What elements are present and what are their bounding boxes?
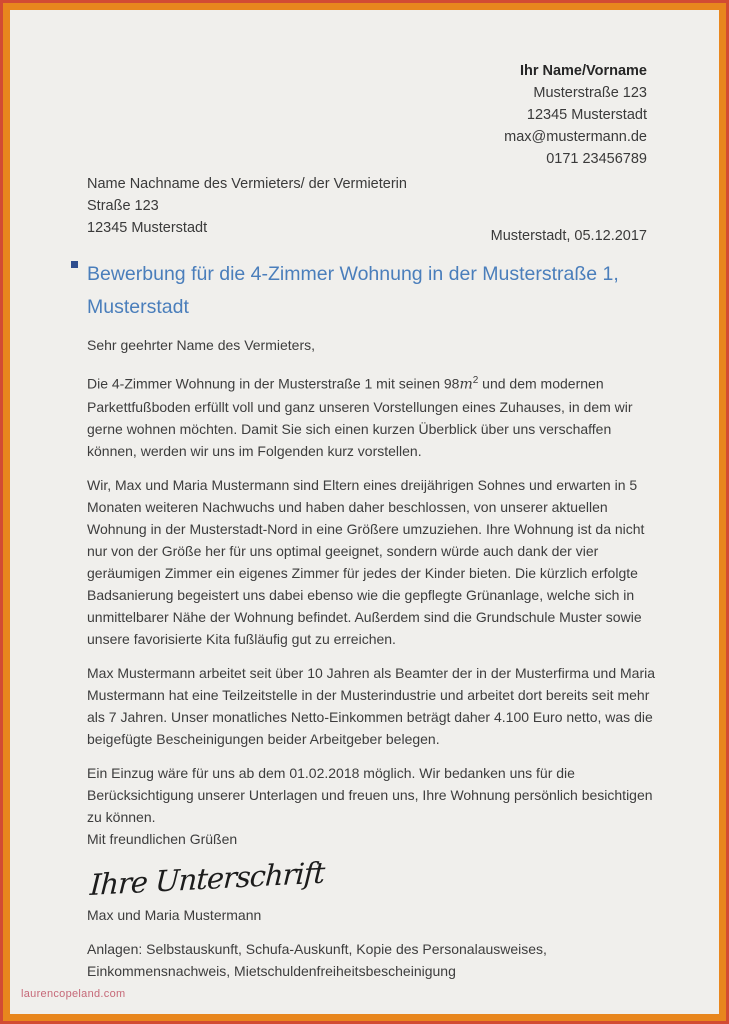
sender-city: 12345 Musterstadt — [526, 107, 647, 123]
sender-email: max@mustermann.de — [504, 129, 647, 145]
closing-formula: Mit freundlichen Grüßen — [87, 830, 238, 847]
sender-street: Musterstraße 123 — [533, 85, 647, 101]
subject-heading — [87, 258, 647, 324]
paragraph-apartment-text-after: und dem modernen Parkettfußboden erfüllt voll und ganz unseren Vorstellungen eines Zuhauses, in dem wir gerne wohnen möchten. Damit Sie sich einen kurzen Überblick über uns verschaffen können, werden wir uns im Folgenden kurz vorstellen. — [87, 375, 633, 459]
paragraph-move-in: Ein Einzug wäre für uns ab dem 01.02.2018 möglich. Wir bedanken uns für die Berücksichtigung unserer Unterlagen und freuen uns, Ihre Wohnung persönlich besichtigen zu können. — [87, 764, 653, 825]
signature-printed-name: Max und Maria Mustermann — [87, 906, 262, 923]
paragraph-family: Wir, Max und Maria Mustermann sind Eltern eines dreijährigen Sohnes und erwarten in 5 Monaten weiteren Nachwuchs und haben daher beschlossen, von unserer aktuellen Wohnung in der Musterstadt-Nord in eine Größere umzuziehen. Ihre Wohnung ist da nicht nur von der Größe her für uns optimal geeignet, sondern würde auch dank der vier geräumigen Zimmer ein eigenes Zimmer für jedes der Kinder bieten. Die kürzlich erfolgte Badsanierung begeistert uns dabei ebenso wie die gepflegte Grünanlage, welche sich in unmittelbarer Nähe der Wohnung befindet. Außerdem sind die Grundschule Muster sowie unsere favorisierte Kita fußläufig gut zu erreichen. — [87, 476, 645, 647]
paragraph-apartment-text-before: Die 4-Zimmer Wohnung in der Musterstraße 1 mit seinen 98 — [87, 375, 460, 392]
salutation: Sehr geehrter Name des Vermieters, — [87, 337, 315, 353]
sender-address-block — [504, 60, 647, 170]
letter-body — [87, 334, 661, 994]
paragraph-income: Max Mustermann arbeitet seit über 10 Jahren als Beamter der in der Musterfirma und Maria Mustermann hat eine Teilzeitstelle in der Musterindustrie und arbeitet dort bereits seit mehr als 7 Jahren. Unser monatliches Netto-Einkommen beträgt daher 4.100 Euro netto, was die beigefügte Bescheinigungen beider Arbeitgeber belegen. — [87, 664, 656, 747]
letter-page — [10, 10, 719, 1014]
date-line: Musterstadt, 05.12.2017 — [490, 228, 647, 244]
subject-line-1: Bewerbung für die 4-Zimmer Wohnung in der Musterstraße 1, — [87, 263, 619, 285]
paragraph-apartment — [87, 370, 661, 462]
sender-name: Ihr Name/Vorname — [519, 63, 647, 79]
watermark-text: laurencopeland.com — [21, 988, 126, 1000]
square-meter-exponent: 2 — [472, 375, 479, 386]
handwritten-signature: Ihre Unterschrift — [89, 855, 326, 902]
recipient-address-block — [87, 173, 407, 239]
recipient-city: 12345 Musterstadt — [87, 220, 208, 236]
letter-orange-frame — [3, 3, 726, 1021]
recipient-name: Name Nachname des Vermieters/ der Vermieterin — [87, 176, 407, 192]
signature-area — [87, 855, 661, 904]
square-meter-symbol: m — [459, 376, 473, 393]
recipient-street: Straße 123 — [87, 198, 159, 214]
sender-phone: 0171 23456789 — [546, 151, 647, 167]
subject-line-2: Musterstadt — [87, 296, 189, 318]
enclosures-line: Anlagen: Selbstauskunft, Schufa-Auskunft, Kopie des Personalausweises, Einkommensnachweis, Mietschuldenfreiheitsbescheinigung — [87, 940, 547, 979]
subject-bullet-icon — [71, 261, 78, 268]
